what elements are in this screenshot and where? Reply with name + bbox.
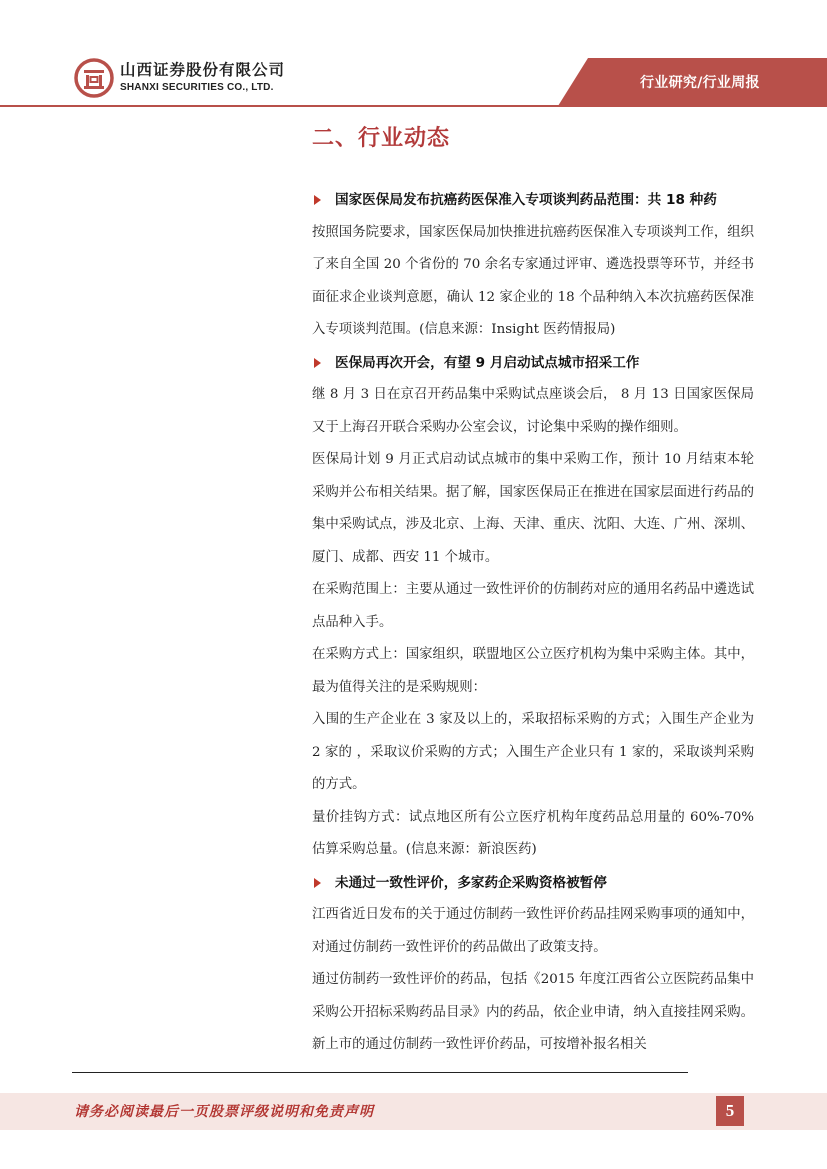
section-title: 二、行业动态 bbox=[312, 126, 451, 151]
paragraph: 医保局计划 9 月正式启动试点城市的集中采购工作，预计 10 月结束本轮采购并公布相关结果。据了解，国家医保局正在推进在国家层面进行药品的集中采购试点，涉及北京、上海、天津、重庆、沈阳、大连、广州、深圳、厦门、成都、西安 11 个城市。 bbox=[312, 452, 754, 565]
company-name-cn: 山西证券股份有限公司 bbox=[120, 61, 286, 80]
arrow-bullet-icon bbox=[314, 195, 321, 205]
company-logo-icon bbox=[74, 58, 114, 98]
news-body-3 bbox=[312, 899, 754, 1062]
arrow-bullet-icon bbox=[314, 358, 321, 368]
news-heading-1 bbox=[312, 184, 754, 217]
paragraph: 按照国务院要求，国家医保局加快推进抗癌药医保准入专项谈判工作，组织了来自全国 20 个省份的 70 余名专家通过评审、遴选投票等环节，并经书面征求企业谈判意愿，确认 12 家企业的 18 个品种纳入本次抗癌药医保准入专项谈判范围。(信息来源：Insight 医药情报局) bbox=[312, 224, 754, 337]
arrow-bullet-icon bbox=[314, 878, 321, 888]
paragraph: 入围的生产企业在 3 家及以上的，采取招标采购的方式；入围生产企业为 2 家的 ，采取议价采购的方式；入围生产企业只有 1 家的，采取谈判采购的方式。 bbox=[312, 712, 754, 792]
news-heading-text: 国家医保局发布抗癌药医保准入专项谈判药品范围：共 18 种药 bbox=[335, 192, 717, 208]
news-body-2 bbox=[312, 379, 754, 867]
paragraph: 继 8 月 3 日在京召开药品集中采购试点座谈会后， 8 月 13 日国家医保局又于上海召开联合采购办公室会议，讨论集中采购的操作细则。 bbox=[312, 387, 754, 435]
article-body bbox=[312, 184, 754, 1062]
news-heading-2 bbox=[312, 347, 754, 380]
paragraph: 通过仿制药一致性评价的药品，包括《2015 年度江西省公立医院药品集中采购公开招标采购药品目录》内的药品，依企业申请，纳入直接挂网采购。新上市的通过仿制药一致性评价药品，可按增补报名相关 bbox=[312, 972, 754, 1052]
company-name-en: SHANXI SECURITIES CO., LTD. bbox=[120, 81, 274, 93]
header-divider bbox=[0, 105, 827, 107]
report-type-label: 行业研究/行业周报 bbox=[640, 75, 760, 91]
news-heading-text: 未通过一致性评价，多家药企采购资格被暂停 bbox=[335, 874, 607, 891]
news-heading-text: 医保局再次开会，有望 9 月启动试点城市招采工作 bbox=[335, 354, 640, 371]
disclaimer-link[interactable]: 请务必阅读最后一页股票评级说明和免责声明 bbox=[74, 1104, 374, 1120]
paragraph: 量价挂钩方式：试点地区所有公立医疗机构年度药品总用量的 60%-70%估算采购总量。(信息来源：新浪医药) bbox=[312, 809, 754, 857]
company-logo bbox=[74, 58, 285, 98]
footer-divider bbox=[72, 1072, 688, 1073]
page-number: 5 bbox=[716, 1096, 744, 1126]
news-heading-3 bbox=[312, 867, 754, 900]
paragraph: 在采购范围上：主要从通过一致性评价的仿制药对应的通用名药品中遴选试点品种入手。 bbox=[312, 582, 754, 630]
paragraph: 江西省近日发布的关于通过仿制药一致性评价药品挂网采购事项的通知中，对通过仿制药一致性评价的药品做出了政策支持。 bbox=[312, 907, 754, 955]
news-body-1 bbox=[312, 217, 754, 347]
paragraph: 在采购方式上：国家组织，联盟地区公立医疗机构为集中采购主体。其中，最为值得关注的是采购规则： bbox=[312, 647, 754, 695]
